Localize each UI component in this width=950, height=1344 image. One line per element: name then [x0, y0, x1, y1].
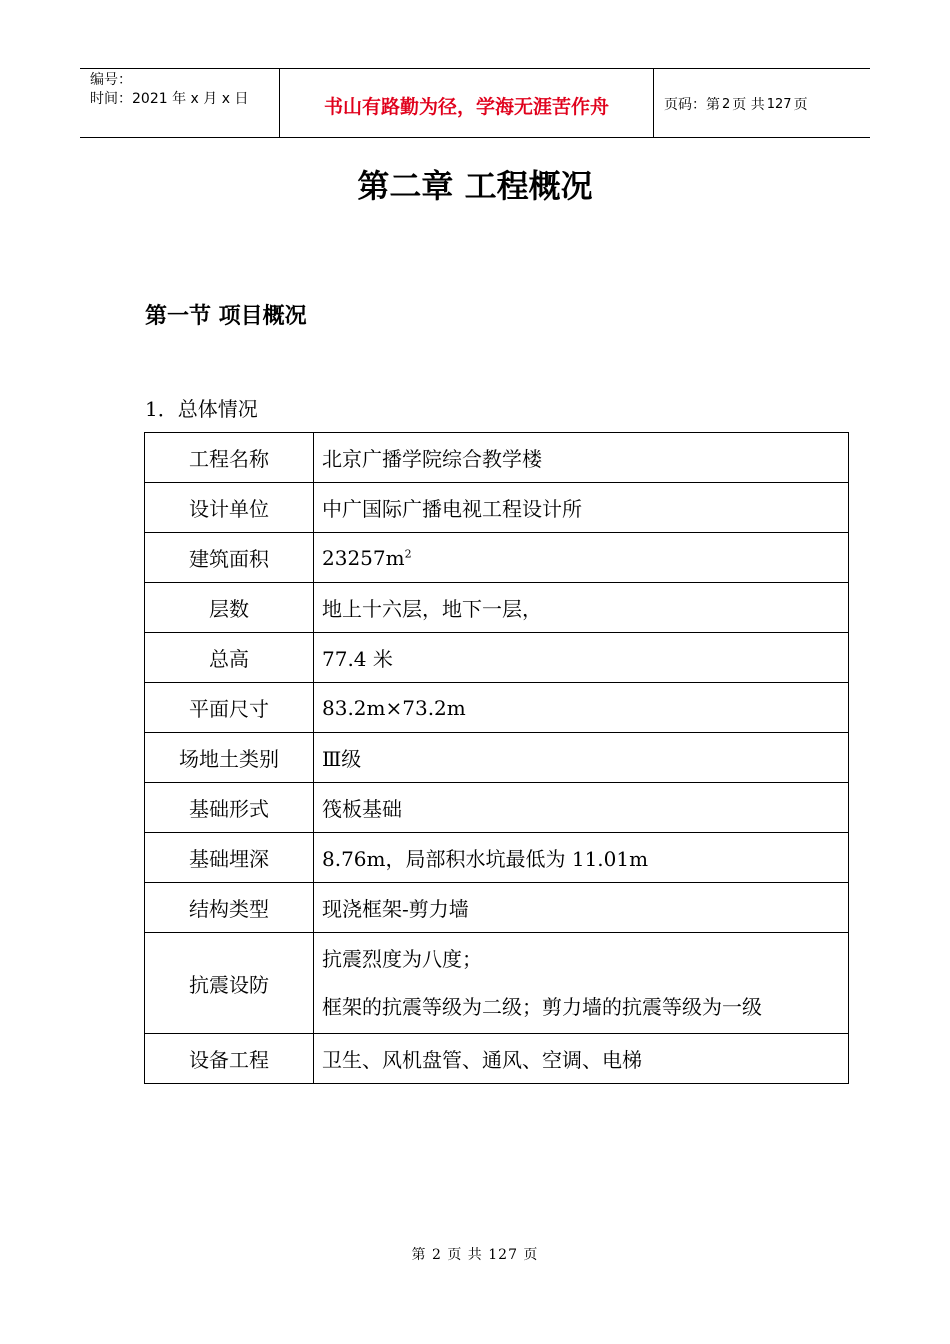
page-prefix: 页码：第 — [664, 97, 720, 113]
table-row — [145, 683, 849, 733]
page-suffix: 页 — [793, 97, 808, 113]
row-label: 工程名称 — [145, 433, 314, 483]
header-meta — [80, 69, 280, 137]
row-label: 基础埋深 — [145, 833, 314, 883]
project-overview-table — [144, 432, 849, 1084]
row-label: 基础形式 — [145, 783, 314, 833]
row-label: 场地土类别 — [145, 733, 314, 783]
area-value: 23257m — [322, 545, 405, 570]
row-label: 层数 — [145, 583, 314, 633]
area-unit-exponent: 2 — [404, 546, 412, 560]
row-value: 83.2m×73.2m — [314, 683, 849, 733]
table-row — [145, 833, 849, 883]
row-value: 地上十六层，地下一层， — [314, 583, 849, 633]
row-value: 卫生、风机盘管、通风、空调、电梯 — [314, 1034, 849, 1084]
table-row — [145, 633, 849, 683]
row-label: 抗震设防 — [145, 933, 314, 1034]
page-current: 2 — [722, 96, 731, 112]
row-value: Ⅲ级 — [314, 733, 849, 783]
row-value-area — [314, 533, 849, 583]
table-row — [145, 733, 849, 783]
page-mid: 页 共 — [732, 97, 765, 113]
row-label: 平面尺寸 — [145, 683, 314, 733]
page-header — [80, 68, 870, 138]
row-value: 77.4 米 — [314, 633, 849, 683]
sub-title: 1．总体情况 — [145, 397, 258, 421]
time-label: 时间：2021 年 x 月 x 日 — [90, 91, 249, 107]
table-row — [145, 783, 849, 833]
row-label: 建筑面积 — [145, 533, 314, 583]
row-value: 现浇框架-剪力墙 — [314, 883, 849, 933]
table-row — [145, 433, 849, 483]
seismic-grade: 框架的抗震等级为二级；剪力墙的抗震等级为一级 — [322, 995, 762, 1019]
table-row — [145, 533, 849, 583]
row-label: 设计单位 — [145, 483, 314, 533]
table-row — [145, 933, 849, 1034]
table-row — [145, 483, 849, 533]
row-label: 结构类型 — [145, 883, 314, 933]
row-label: 总高 — [145, 633, 314, 683]
row-value: 中广国际广播电视工程设计所 — [314, 483, 849, 533]
row-label: 设备工程 — [145, 1034, 314, 1084]
seismic-intensity: 抗震烈度为八度； — [322, 947, 482, 971]
table-row — [145, 1034, 849, 1084]
page-total: 127 — [766, 96, 792, 112]
section-title: 第一节 项目概况 — [145, 304, 307, 329]
table-row — [145, 883, 849, 933]
page-footer: 第 2 页 共 127 页 — [411, 1247, 539, 1263]
chapter-title: 第二章 工程概况 — [357, 167, 593, 205]
table-row — [145, 583, 849, 633]
header-page-info — [654, 69, 870, 137]
row-value-multiline — [314, 933, 849, 1034]
row-value: 8.76m，局部积水坑最低为 11.01m — [314, 833, 849, 883]
row-value: 筏板基础 — [314, 783, 849, 833]
code-label: 编号： — [90, 72, 132, 88]
header-motto: 书山有路勤为径，学海无涯苦作舟 — [280, 69, 654, 137]
row-value: 北京广播学院综合教学楼 — [314, 433, 849, 483]
